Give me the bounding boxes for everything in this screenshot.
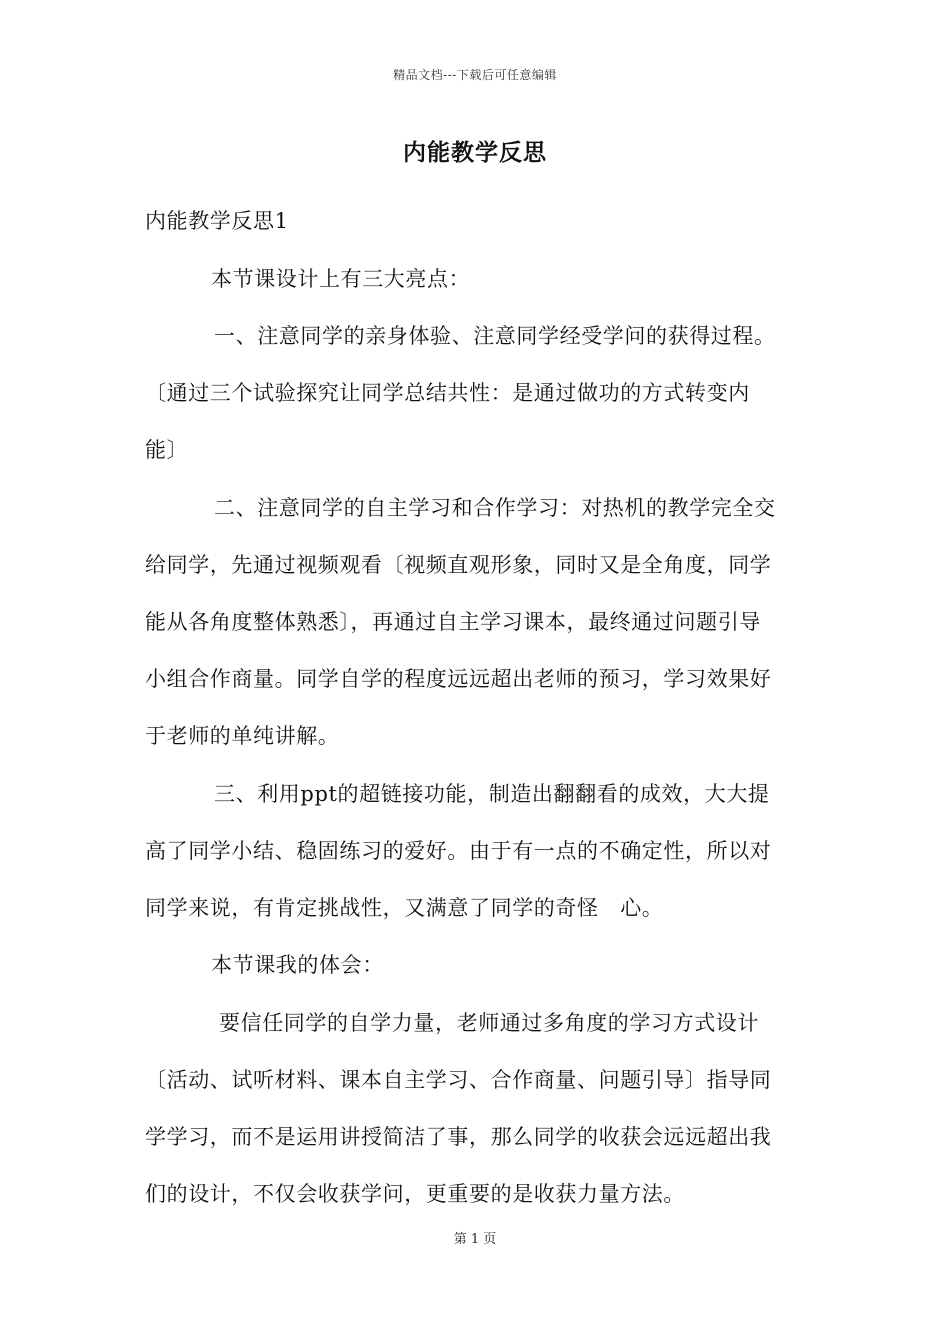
- paragraph-line: 小组合作商量。同学自学的程度远远超出老师的预习，学习效果好: [145, 667, 772, 691]
- page-number: 第 1 页: [453, 1232, 497, 1247]
- page-header: 精品文档---下载后可任意编辑: [393, 68, 557, 82]
- paragraph-line: 能〕: [145, 438, 189, 462]
- paragraph-line: 二、注意同学的自主学习和合作学习：对热机的教学完全交: [214, 496, 776, 520]
- document-title: 内能教学反思: [403, 139, 547, 166]
- paragraph-line: 本节课我的体会：: [211, 953, 384, 977]
- paragraph-line: 给同学，先通过视频观看〔视频直观形象，同时又是全角度，同学: [145, 553, 772, 577]
- paragraph-line: 〔通过三个试验探究让同学总结共性：是通过做功的方式转变内: [145, 381, 750, 405]
- paragraph-line: 三、利用ppt的超链接功能，制造出翻翻看的成效，大大提: [214, 782, 770, 806]
- paragraph-line: 同学来说，有肯定挑战性，又满意了同学的奇怪 心。: [145, 896, 664, 920]
- paragraph-line: 学学习，而不是运用讲授简洁了事，那么同学的收获会远远超出我: [145, 1125, 772, 1149]
- paragraph-line: 于老师的单纯讲解。: [145, 724, 340, 748]
- section-heading: 内能教学反思1: [145, 209, 289, 233]
- paragraph-line: 高了同学小结、稳固练习的爱好。由于有一点的不确定性，所以对: [145, 839, 772, 863]
- paragraph-line: 一、注意同学的亲身体验、注意同学经受学问的获得过程。: [214, 324, 776, 348]
- paragraph-line: 要信任同学的自学力量，老师通过多角度的学习方式设计: [219, 1011, 759, 1035]
- paragraph-line: 本节课设计上有三大亮点：: [211, 267, 471, 291]
- paragraph-line: 们的设计，不仅会收获学问，更重要的是收获力量方法。: [145, 1182, 685, 1206]
- paragraph-line: 〔活动、试听材料、课本自主学习、合作商量、问题引导〕指导同: [145, 1068, 772, 1092]
- paragraph-line: 能从各角度整体熟悉〕，再通过自主学习课本，最终通过问题引导: [145, 610, 761, 634]
